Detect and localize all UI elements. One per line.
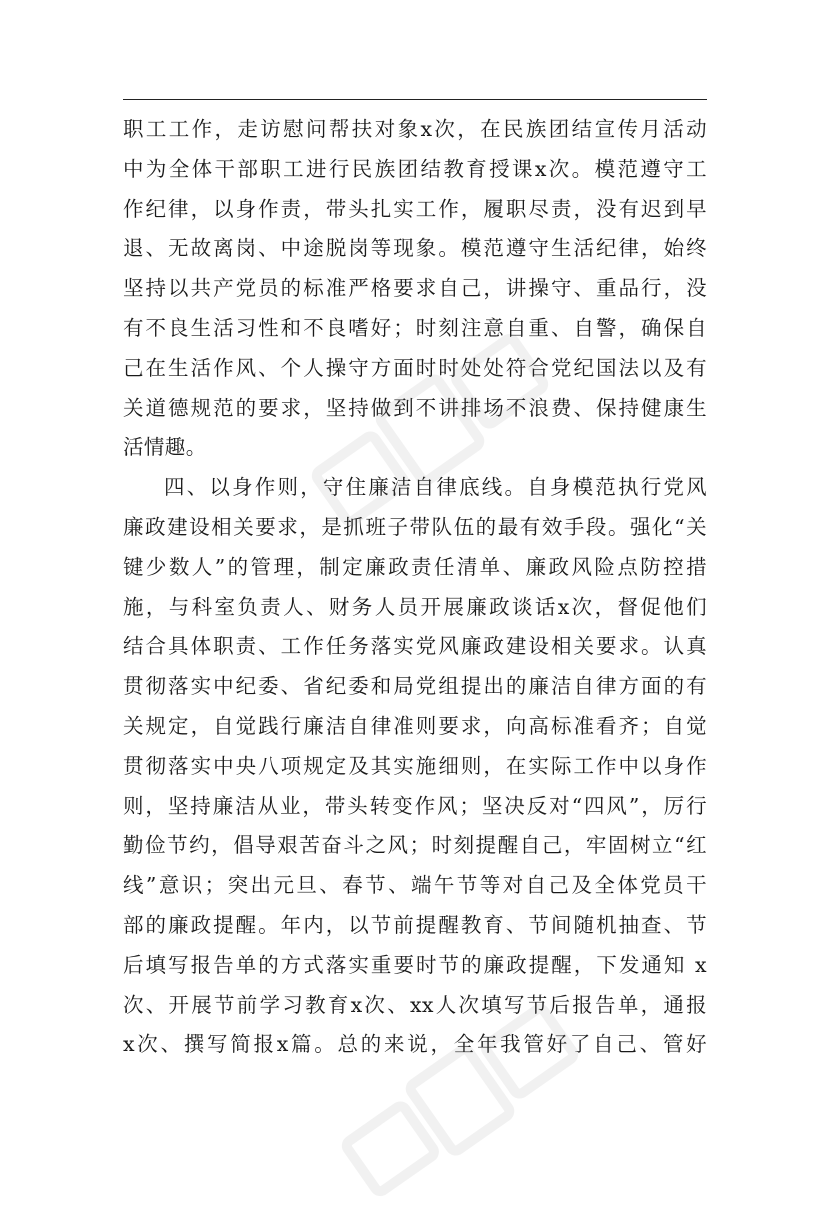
text-line: 贯彻落实中纪委、省纪委和局党组提出的廉洁自律方面的有 [123,674,707,699]
text-line: 关规定，自觉践行廉洁自律准则要求，向高标准看齐；自觉 [123,713,707,738]
text-line: 己在生活作风、个人操守方面时时处处符合党纪国法以及有 [123,355,707,380]
text-line: 勤俭节约，倡导艰苦奋斗之风；时刻提醒自己，牢固树立“红 [123,833,707,858]
paragraph-2 [123,468,707,1065]
text-line: 部的廉政提醒。年内，以节前提醒教育、节间随机抽查、节 [123,912,707,937]
text-line: 贯彻落实中央八项规定及其实施细则，在实际工作中以身作 [123,753,707,778]
paragraph-1 [123,110,707,468]
text-line: 退、无故离岗、中途脱岗等现象。模范遵守生活纪律，始终 [123,236,707,261]
text-line: 有不良生活习性和不良嗜好；时刻注意自重、自警，确保自 [123,315,707,340]
text-line: 中为全体干部职工进行民族团结教育授课x次。模范遵守工 [123,156,707,181]
text-line: 廉政建设相关要求，是抓班子带队伍的最有效手段。强化“关 [123,514,707,539]
text-line: 职工工作，走访慰问帮扶对象x次，在民族团结宣传月活动 [123,117,707,141]
text-line: 关道德规范的要求，坚持做到不讲排场不浪费、保持健康生 [123,395,707,420]
text-line: 键少数人”的管理，制定廉政责任清单、廉政风险点防控措 [123,554,707,579]
text-line: 次、开展节前学习教育x次、xx人次填写节后报告单，通报 [123,992,707,1017]
header-rule [123,99,707,100]
text-line: 结合具体职责、工作任务落实党风廉政建设相关要求。认真 [123,634,707,659]
text-line: x次、撰写简报x篇。总的来说，全年我管好了自己、管好 [123,1032,707,1057]
text-line: 四、以身作则，守住廉洁自律底线。自身模范执行党风 [164,475,707,500]
text-line: 活情趣。 [123,435,207,460]
text-line: 坚持以共产党员的标准严格要求自己，讲操守、重品行，没 [123,276,707,301]
text-line: 施，与科室负责人、财务人员开展廉政谈话x次，督促他们 [123,594,707,619]
text-line: 则，坚持廉洁从业，带头转变作风；坚决反对“四风”，厉行 [123,793,707,818]
body-text [123,110,707,1065]
text-line: 作纪律，以身作责，带头扎实工作，履职尽责，没有迟到早 [123,196,707,221]
text-line: 线”意识；突出元旦、春节、端午节等对自己及全体党员干 [123,873,707,898]
text-line: 后填写报告单的方式落实重要时节的廉政提醒，下发通知 x [123,952,707,977]
